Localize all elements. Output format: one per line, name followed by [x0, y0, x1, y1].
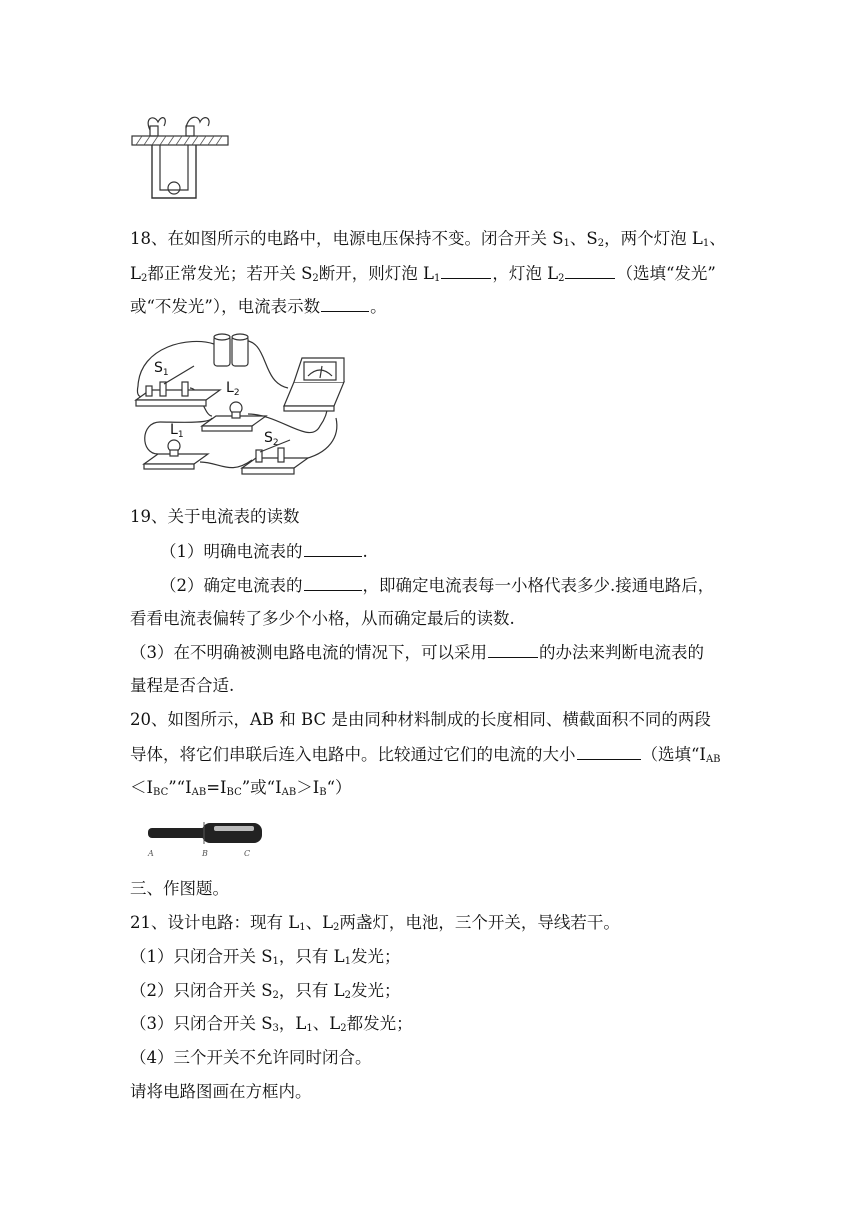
- q19-part-1: （1）明确电流表的 .: [160, 542, 368, 561]
- q19-part-2-cont: 看看电流表偏转了多少个小格，从而确定最后的读数.: [130, 609, 515, 628]
- q19-part-3-cont: 量程是否合适.: [130, 676, 235, 695]
- answer-blank[interactable]: [304, 540, 362, 557]
- q20-line-1: 20、如图所示，AB 和 BC 是由同种材料制成的长度相同、横截面积不同的两段: [130, 710, 711, 729]
- answer-blank[interactable]: [577, 743, 641, 760]
- l2-label: $L_2$: [226, 380, 240, 398]
- q21-condition-3: （3）只闭合开关 $S_3$，$L_1$、$L_2$都发光；: [130, 1014, 413, 1034]
- conductor-figure: [140, 818, 270, 860]
- l1-label: $L_1$: [170, 422, 184, 440]
- answer-blank[interactable]: [304, 574, 362, 591]
- q20-line-3: $<I_{BC}”“I_{AB}=I_{BC}$”或“$I_{AB}>I_B“$）: [130, 778, 352, 798]
- q21-intro: 21、设计电路：现有 $L_1$、$L_2$两盏灯，电池，三个开关，导线若干。: [130, 913, 620, 933]
- q21-condition-1: （1）只闭合开关 $S_1$，只有 $L_1$发光；: [130, 947, 401, 967]
- s1-label: $S_1$: [154, 360, 169, 378]
- q20-line-2: 导体，将它们串联后连入电路中。比较通过它们的电流的大小 （选填“$I_{AB}$: [130, 745, 721, 765]
- bulb-holder-figure: [128, 108, 238, 204]
- answer-blank[interactable]: [441, 262, 491, 279]
- q18-line-3: 或“不发光”），电流表示数 。: [130, 297, 387, 316]
- answer-blank[interactable]: [321, 295, 369, 312]
- section-3-heading: 三、作图题。: [130, 879, 229, 898]
- q19-part-2: （2）确定电流表的 ，即确定电流表每一小格代表多少.接通电路后，: [160, 576, 715, 595]
- q21-condition-4: （4）三个开关不允许同时闭合。: [130, 1048, 372, 1067]
- q21-instruction: 请将电路图画在方框内。: [130, 1082, 312, 1101]
- q19-title: 19、关于电流表的读数: [130, 507, 300, 526]
- answer-blank[interactable]: [565, 262, 615, 279]
- answer-blank[interactable]: [488, 641, 538, 658]
- label-c: C: [244, 849, 251, 858]
- label-b: B: [202, 849, 208, 858]
- q19-part-3: （3）在不明确被测电路电流的情况下，可以采用 的办法来判断电流表的: [130, 643, 704, 662]
- label-a: A: [148, 849, 154, 858]
- s2-label: $S_2$: [264, 430, 279, 448]
- circuit-figure: [130, 326, 360, 481]
- q18-line-2: $L_2$都正常发光；若开关 $S_2$断开，则灯泡 $L_1$ ，灯泡 $L_2$ （选填“发光”: [130, 264, 716, 284]
- q18-line-1: 18、在如图所示的电路中，电源电压保持不变。闭合开关 $S_1$、$S_2$，两个灯泡 $L_1$、: [130, 229, 726, 249]
- q21-condition-2: （2）只闭合开关 $S_2$，只有 $L_2$发光；: [130, 981, 401, 1001]
